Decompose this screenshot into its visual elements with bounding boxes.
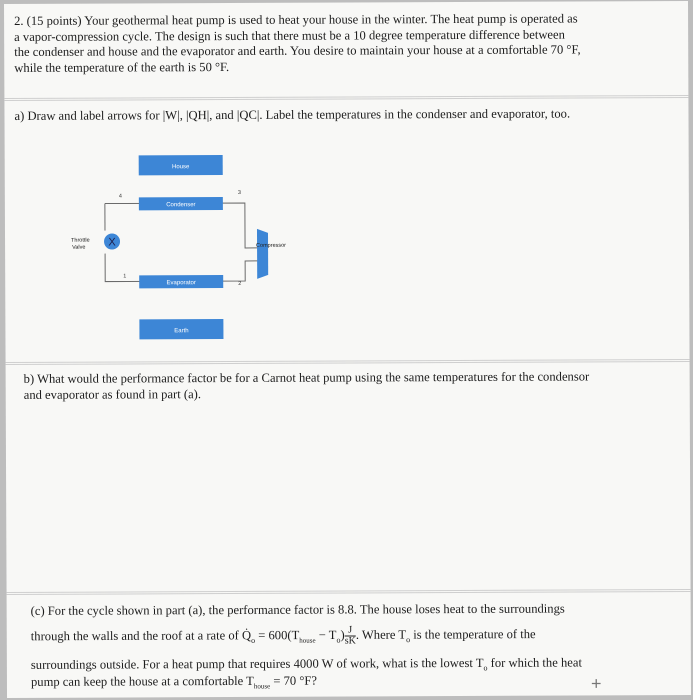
divider-mid bbox=[6, 359, 690, 365]
part-b-text bbox=[24, 369, 674, 403]
heat-pump-diagram bbox=[45, 132, 366, 353]
part-a-text: a) Draw and label arrows for |W|, |QH|, and |QC|. Label the temperatures in the condenser and evaporator, too. bbox=[14, 106, 571, 123]
part-c-line-4 bbox=[31, 672, 681, 696]
question-statement bbox=[14, 11, 682, 76]
condenser-label: Condenser bbox=[166, 202, 196, 209]
part-c-line-4-end: = 70 °F? bbox=[270, 673, 317, 688]
question-line-2: a vapor-compression cycle. The design is such that there must be a 10 degree temperature difference between bbox=[14, 27, 565, 44]
part-c-line-4-sub: house bbox=[253, 682, 271, 691]
question-line-3: the condenser and house and the evaporator and earth. You desire to maintain your house at a comfortable 70 °F, bbox=[14, 42, 581, 60]
compressor-shape bbox=[257, 229, 268, 279]
earth-label: Earth bbox=[174, 328, 189, 335]
state-4-label: 4 bbox=[118, 193, 122, 200]
part-c-o-sub: o bbox=[336, 635, 341, 645]
part-b-line-1: b) What would the performance factor be for a Carnot heat pump using the same temperatures for the condensor bbox=[23, 369, 590, 386]
part-c-line-3-text: surroundings outside. For a heat pump that requires 4000 W of work, what is the lowest T bbox=[30, 655, 484, 672]
add-icon[interactable]: + bbox=[590, 673, 602, 694]
question-line-4: while the temperature of the earth is 50 °F. bbox=[14, 59, 230, 75]
part-b-line-2: and evaporator as found in part (a). bbox=[23, 386, 202, 402]
part-c-line-2-pre: through the walls and the roof at a rate of Q̇ bbox=[30, 628, 252, 644]
part-c-eq: = 600(T bbox=[255, 628, 300, 643]
part-c-post: . Where T bbox=[355, 627, 407, 642]
units-fraction bbox=[345, 625, 356, 646]
house-label: House bbox=[172, 164, 190, 171]
throttle-x-icon: X bbox=[108, 236, 116, 249]
throttle-label-1: Throttle bbox=[71, 237, 90, 244]
part-c-minus: − T bbox=[315, 627, 337, 643]
question-page bbox=[4, 1, 691, 698]
part-c-house-sub: house bbox=[299, 636, 316, 645]
part-c-post-end: is the temperature of the bbox=[410, 627, 536, 642]
part-c-line-3-end: for which the heat bbox=[487, 655, 582, 670]
state-3-label: 3 bbox=[237, 189, 241, 196]
compressor-label: Compressor bbox=[256, 242, 287, 249]
heat-pump-svg bbox=[45, 132, 366, 353]
throttle-label-2: Valve bbox=[72, 244, 86, 251]
cycle-loop bbox=[105, 203, 261, 282]
divider-top bbox=[4, 95, 688, 101]
state-1-label: 1 bbox=[123, 273, 127, 280]
frac-num: J bbox=[345, 625, 356, 636]
divider-bottom bbox=[7, 589, 691, 595]
part-c-post-sub: o bbox=[406, 635, 411, 645]
question-line-1: 2. (15 points) Your geothermal heat pump is used to heat your house in the winter. The heat pump is operated as bbox=[14, 11, 578, 28]
evaporator-label: Evaporator bbox=[166, 280, 196, 287]
state-2-label: 2 bbox=[238, 280, 242, 287]
part-c-line-1: (c) For the cycle shown in part (a), the performance factor is 8.8. The house loses heat to the surroundings bbox=[30, 601, 565, 618]
frac-den: sK bbox=[344, 635, 356, 647]
part-c-line-4-pre: pump can keep the house at a comfortable T bbox=[30, 673, 254, 689]
part-c-line-2: through the walls and the roof at a rate of $Q̇_o = 600(T_{house} - T_o)$ $\frac{J}{sK}$ . Where $T_o$ is the temperature of the bbox=[30, 624, 536, 647]
part-c-line-3-sub: o bbox=[483, 663, 488, 673]
part-c-close: ) bbox=[340, 627, 345, 642]
